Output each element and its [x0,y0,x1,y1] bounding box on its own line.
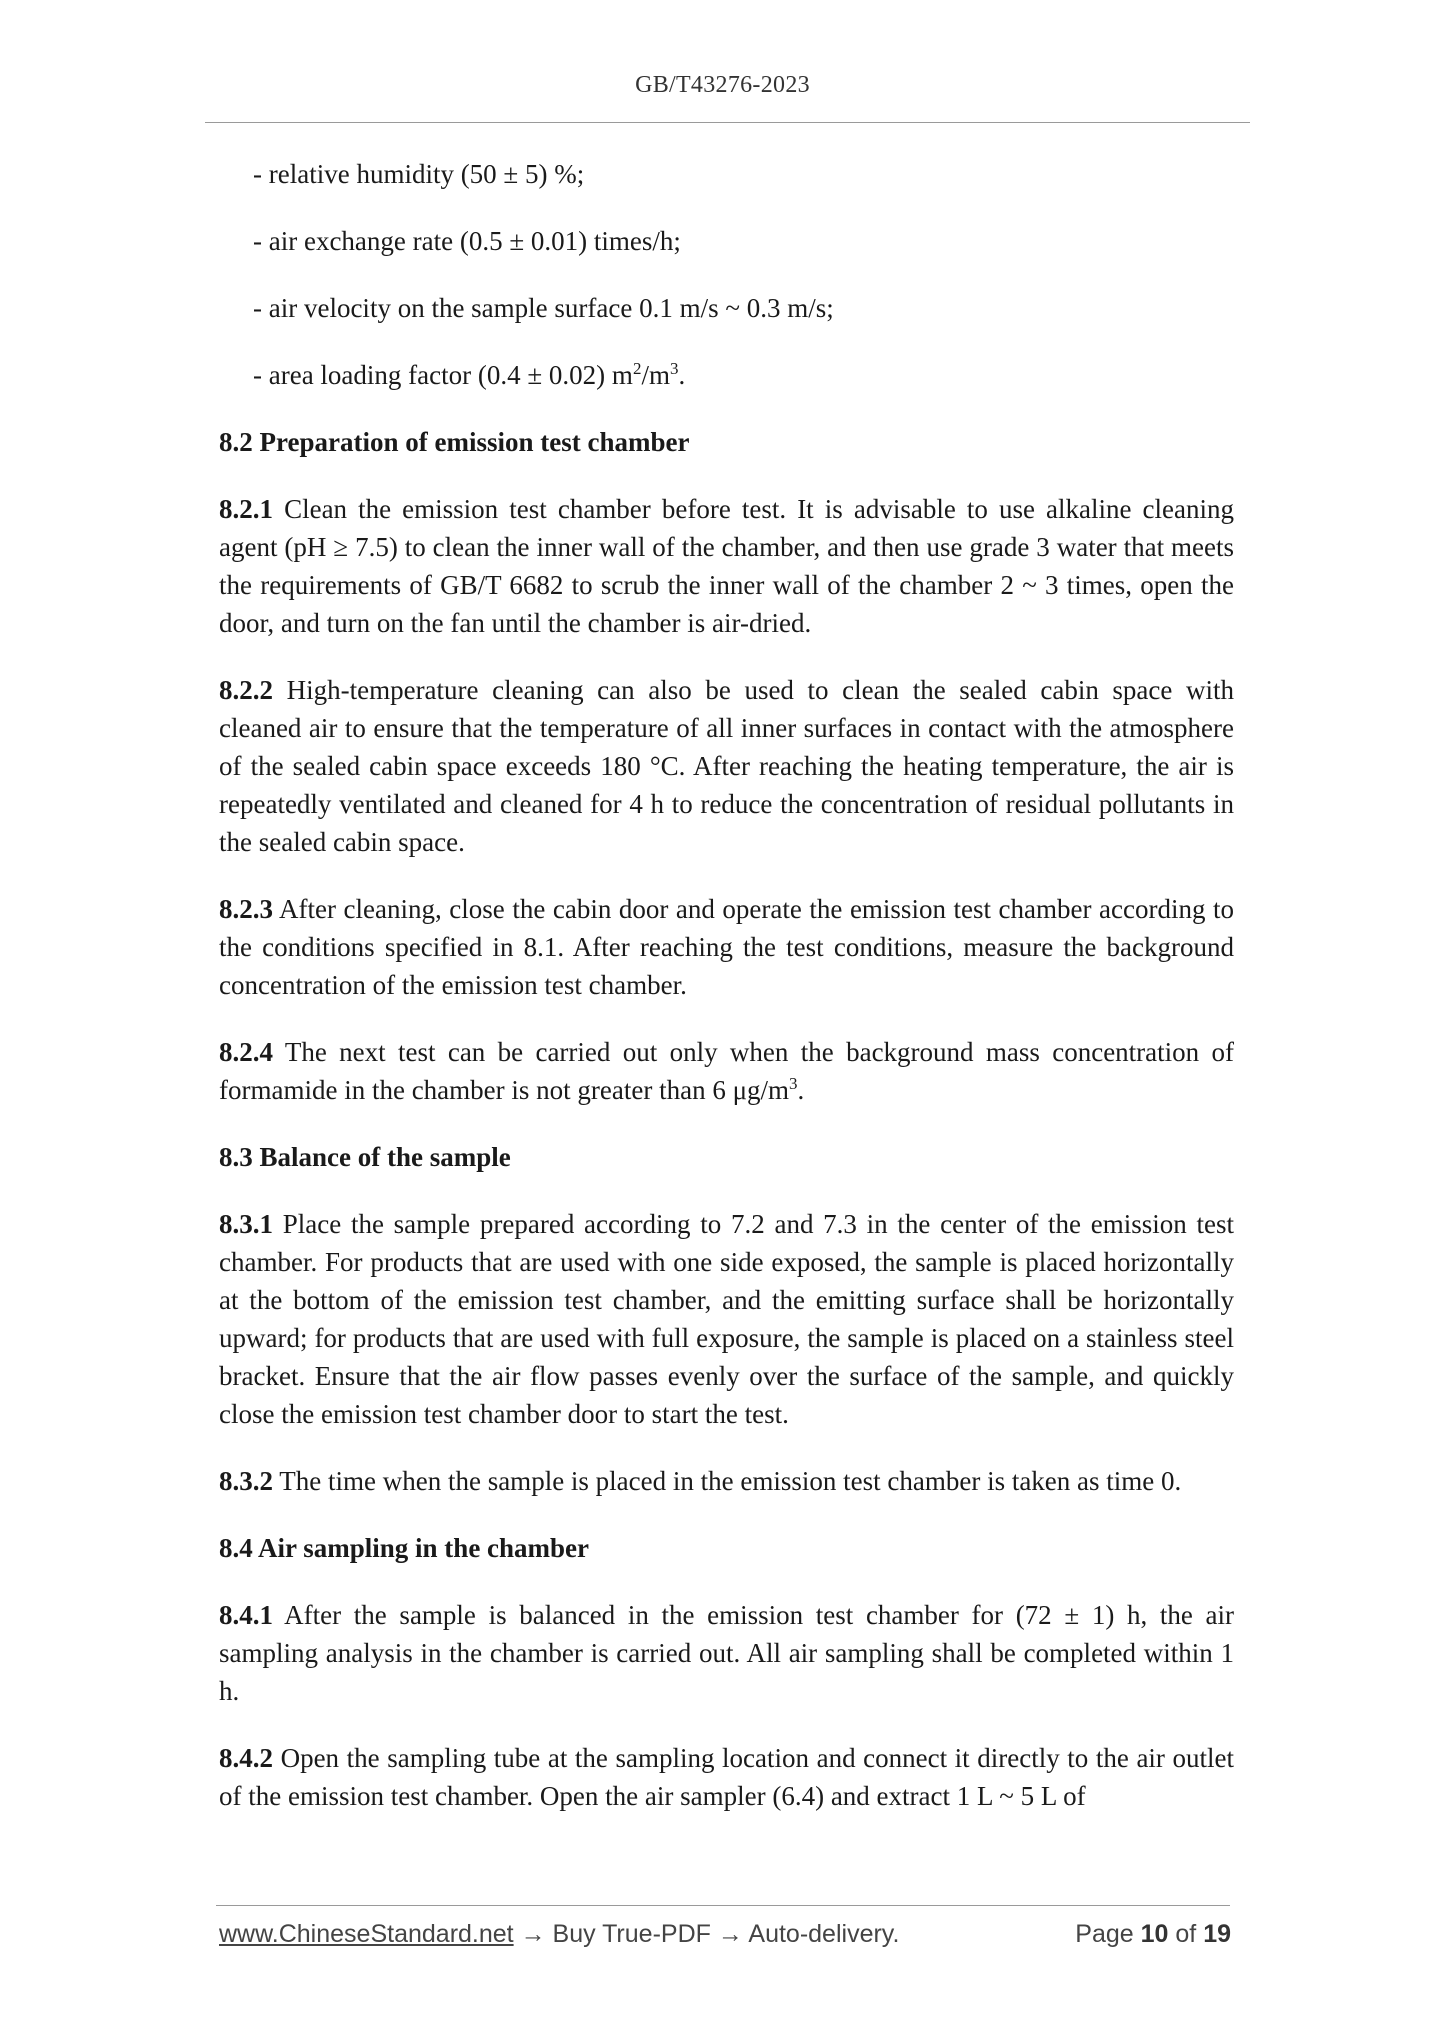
clause-text: The next test can be carried out only when the background mass concentration of formamide in the chamber is not greater than 6 μg/m [219,1037,1234,1105]
clause-number: 8.3.2 [219,1466,273,1496]
footer-divider [216,1905,1230,1906]
clause-8-4-2 [219,1739,1234,1815]
clause-number: 8.2.4 [219,1037,273,1067]
clause-number: 8.2.3 [219,894,273,924]
condition-humidity: - relative humidity (50 ± 5) %; [253,159,585,189]
area-loading-text: - area loading factor (0.4 ± 0.02) m [253,360,633,390]
clause-8-2-2 [219,671,1234,861]
clause-text: High-temperature cleaning can also be used to clean the sealed cabin space with cleaned air to ensure that the temperature of all inner surfaces in contact with the atmosphere of the sealed cabin space exceeds 180 °C. After reaching the heating temperature, the air is repeatedly ventilated and cleaned for 4 h to reduce the concentration of residual pollutants in the sealed cabin space. [219,675,1234,857]
clause-text: The time when the sample is placed in the emission test chamber is taken as time 0. [273,1466,1182,1496]
section-heading-8-2: 8.2 Preparation of emission test chamber [219,427,690,457]
page-footer [219,1920,1231,1954]
clause-number: 8.2.2 [219,675,273,705]
clause-number: 8.3.1 [219,1209,273,1239]
footer-promo [219,1920,899,1949]
condition-air-velocity: - air velocity on the sample surface 0.1 m/s ~ 0.3 m/s; [253,293,834,323]
area-loading-unit: /m [641,360,670,390]
condition-air-exchange: - air exchange rate (0.5 ± 0.01) times/h; [253,226,681,256]
clause-8-2-4 [219,1033,1234,1109]
clause-8-4-1 [219,1596,1234,1710]
superscript: 3 [789,1074,798,1093]
clause-8-2-3 [219,890,1234,1004]
section-heading-8-4: 8.4 Air sampling in the chamber [219,1533,590,1563]
page-content [219,155,1234,1844]
page-of-label: of [1168,1920,1204,1948]
clause-number: 8.4.2 [219,1743,273,1773]
section-heading-8-3: 8.3 Balance of the sample [219,1142,511,1172]
total-pages-number: 19 [1203,1920,1231,1948]
document-code-header: GB/T43276-2023 [635,72,810,98]
clause-number: 8.2.1 [219,494,273,524]
condition-area-loading [253,356,1234,394]
footer-tagline: → Buy True-PDF → Auto-delivery. [513,1920,900,1948]
punctuation: . [797,1075,805,1105]
clause-number: 8.4.1 [219,1600,273,1630]
current-page-number: 10 [1140,1920,1169,1948]
clause-text: After the sample is balanced in the emission test chamber for (72 ± 1) h, the air sampling analysis in the chamber is carried out. All air sampling shall be completed within 1 h. [219,1600,1234,1706]
superscript: 2 [632,359,642,378]
page-label: Page [1075,1920,1141,1948]
clause-text: After cleaning, close the cabin door and operate the emission test chamber according to the conditions specified in 8.1. After reaching the test conditions, measure the background concentration of the emission test chamber. [219,894,1234,1000]
website-link[interactable]: www.ChineseStandard.net [219,1920,514,1948]
punctuation: . [678,360,686,390]
clause-text: Place the sample prepared according to 7.2 and 7.3 in the center of the emission test chamber. For products that are used with one side exposed, the sample is placed horizontally at the bottom of the emission test chamber, and the emitting surface shall be horizontally upward; for products that are used with full exposure, the sample is placed on a stainless steel bracket. Ensure that the air flow passes evenly over the surface of the sample, and quickly close the emission test chamber door to start the test. [219,1209,1234,1429]
page-indicator [1075,1920,1231,1949]
superscript: 3 [669,359,679,378]
clause-text: Open the sampling tube at the sampling location and connect it directly to the air outlet of the emission test chamber. Open the air sampler (6.4) and extract 1 L ~ 5 L of [219,1743,1234,1811]
clause-8-3-1 [219,1205,1234,1433]
header-divider [205,122,1250,123]
clause-8-2-1 [219,490,1234,642]
clause-8-3-2 [219,1462,1234,1500]
clause-text: Clean the emission test chamber before test. It is advisable to use alkaline cleaning agent (pH ≥ 7.5) to clean the inner wall of the chamber, and then use grade 3 water that meets the requirements of GB/T 6682 to scrub the inner wall of the chamber 2 ~ 3 times, open the door, and turn on the fan until the chamber is air-dried. [219,494,1234,638]
